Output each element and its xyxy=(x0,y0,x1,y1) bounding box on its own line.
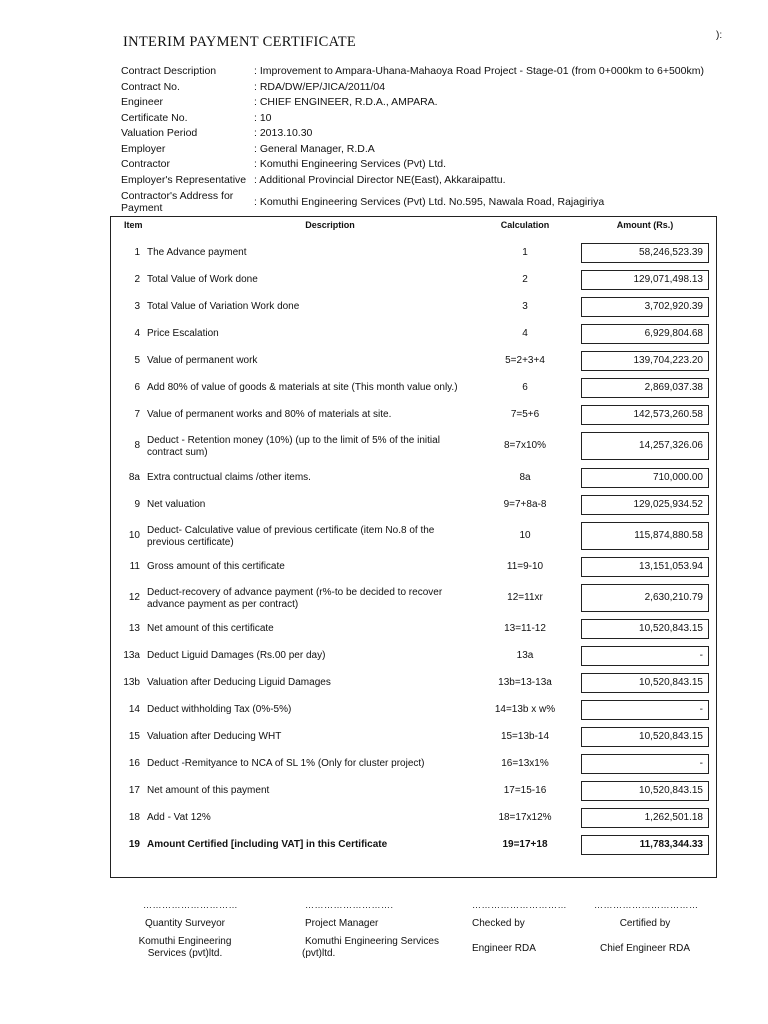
row-amount: 129,025,934.52 xyxy=(581,495,709,515)
pm-title: Project Manager xyxy=(305,918,379,929)
row-calculation: 15=13b-14 xyxy=(500,731,550,742)
signature-line-checked: ………………………… xyxy=(472,900,567,910)
row-amount: 3,702,920.39 xyxy=(581,297,709,317)
header-label: Contract No. xyxy=(121,80,180,93)
row-amount: 10,520,843.15 xyxy=(581,673,709,693)
row-description: Price Escalation xyxy=(147,328,219,339)
row-description: Extra contructual claims /other items. xyxy=(147,472,311,483)
row-item-number: 18 xyxy=(128,812,140,823)
header-label: Contractor xyxy=(121,158,171,170)
row-item-number: 19 xyxy=(128,839,140,850)
row-calculation: 18=17x12% xyxy=(498,812,552,823)
row-amount: 2,869,037.38 xyxy=(581,378,709,398)
row-item-number: 7 xyxy=(134,409,140,420)
row-description: Net amount of this payment xyxy=(147,785,270,796)
header-value: : Additional Provincial Director NE(East), Akkaraipattu. xyxy=(254,173,506,186)
row-amount: 14,257,326.06 xyxy=(581,432,709,460)
row-amount: 142,573,260.58 xyxy=(581,405,709,425)
row-amount: 710,000.00 xyxy=(581,468,709,488)
header-row xyxy=(121,157,731,173)
row-calculation: 13b=13-13a xyxy=(498,677,552,688)
header-value: : 2013.10.30 xyxy=(254,127,313,139)
row-item-number: 3 xyxy=(134,301,140,312)
col-header-amount: Amount (Rs.) xyxy=(616,220,674,230)
row-amount: 58,246,523.39 xyxy=(581,243,709,263)
header-label: Employer xyxy=(121,142,166,155)
col-header-item: Item xyxy=(124,220,143,230)
header-row xyxy=(121,188,731,216)
row-description: Valuation after Deducing WHT xyxy=(147,731,282,742)
pm-organization xyxy=(302,936,439,960)
row-item-number: 1 xyxy=(134,247,140,258)
row-description: Valuation after Deducing Liguid Damages xyxy=(147,677,331,688)
row-calculation: 13=11-12 xyxy=(504,623,546,634)
row-calculation: 8=7x10% xyxy=(504,440,546,451)
qs-org-line2: Services (pvt)ltd. xyxy=(147,948,223,959)
row-item-number: 15 xyxy=(128,731,140,742)
row-description: Amount Certified [including VAT] in this Certificate xyxy=(147,839,388,850)
row-calculation: 16=13x1% xyxy=(501,758,549,769)
row-description: Value of permanent works and 80% of materials at site. xyxy=(147,409,392,420)
row-description: Total Value of Variation Work done xyxy=(147,301,300,312)
certified-organization: Chief Engineer RDA xyxy=(599,943,691,954)
row-calculation: 3 xyxy=(522,301,528,312)
row-item-number: 4 xyxy=(134,328,140,339)
header-value: : RDA/DW/EP/JICA/2011/04 xyxy=(254,80,386,93)
header-label: Contract Description xyxy=(121,65,217,77)
row-amount: 10,520,843.15 xyxy=(581,781,709,801)
row-description: Deduct Liguid Damages (Rs.00 per day) xyxy=(147,650,326,661)
header-row xyxy=(121,95,731,111)
row-item-number: 17 xyxy=(128,785,140,796)
row-calculation: 7=5+6 xyxy=(510,409,540,420)
row-item-number: 10 xyxy=(128,530,140,541)
row-calculation: 4 xyxy=(522,328,528,339)
row-calculation: 10 xyxy=(519,530,531,541)
header-row xyxy=(121,64,731,80)
row-item-number: 5 xyxy=(134,355,140,366)
header-label: Contractor's Address for Payment xyxy=(121,190,234,214)
signature-line-pm: ………………………. xyxy=(305,900,394,910)
row-item-number: 8a xyxy=(128,472,140,483)
header-value: : CHIEF ENGINEER, R.D.A., AMPARA. xyxy=(254,96,438,108)
row-amount: 6,929,804.68 xyxy=(581,324,709,344)
certified-title: Certified by xyxy=(619,918,671,929)
row-amount: 10,520,843.15 xyxy=(581,727,709,747)
row-amount: 1,262,501.18 xyxy=(581,808,709,828)
row-description: Deduct -Remityance to NCA of SL 1% (Only for cluster project) xyxy=(147,758,425,769)
row-item-number: 13 xyxy=(128,623,140,634)
qs-org-line1: Komuthi Engineering xyxy=(138,936,232,947)
header-value: : Komuthi Engineering Services (Pvt) Ltd. xyxy=(254,158,447,170)
header-value: : Komuthi Engineering Services (Pvt) Ltd. No.595, Nawala Road, Rajagiriya xyxy=(254,196,605,208)
contract-details xyxy=(121,64,731,216)
signature-line-certified: …………………………… xyxy=(594,900,699,910)
col-header-description: Description xyxy=(305,220,355,230)
row-calculation: 11=9-10 xyxy=(506,561,544,572)
row-calculation: 6 xyxy=(522,382,528,393)
header-row xyxy=(121,173,731,189)
row-amount: 11,783,344.33 xyxy=(581,835,709,855)
page-edge-mark: ): xyxy=(716,30,723,41)
signature-line-qs: ………………………… xyxy=(143,900,238,910)
row-amount: 2,630,210.79 xyxy=(581,584,709,612)
document-title: INTERIM PAYMENT CERTIFICATE xyxy=(123,34,357,50)
pm-org-line2: (pvt)ltd. xyxy=(302,948,336,959)
header-label: Certificate No. xyxy=(121,111,188,124)
row-amount: 129,071,498.13 xyxy=(581,270,709,290)
row-calculation: 17=15-16 xyxy=(503,785,547,796)
row-calculation: 2 xyxy=(522,274,528,285)
row-description: Net amount of this certificate xyxy=(147,623,274,634)
row-item-number: 9 xyxy=(134,499,140,510)
row-amount: 10,520,843.15 xyxy=(581,619,709,639)
row-amount: - xyxy=(581,754,709,774)
row-amount: - xyxy=(581,700,709,720)
row-description: Net valuation xyxy=(147,499,206,510)
row-item-number: 14 xyxy=(128,704,140,715)
row-item-number: 2 xyxy=(134,274,140,285)
row-calculation: 9=7+8a-8 xyxy=(503,499,547,510)
row-item-number: 11 xyxy=(129,561,140,572)
row-description: Deduct - Retention money (10%) (up to the limit of 5% of the initial contract sum) xyxy=(147,435,440,458)
header-label: Employer's Representative xyxy=(121,173,247,186)
row-amount: 115,874,880.58 xyxy=(581,522,709,550)
row-calculation: 19=17+18 xyxy=(502,839,548,850)
header-row xyxy=(121,111,731,127)
row-item-number: 13a xyxy=(123,650,140,661)
checked-organization: Engineer RDA xyxy=(472,943,536,954)
header-row xyxy=(121,126,731,142)
row-amount: 139,704,223.20 xyxy=(581,351,709,371)
row-description: Total Value of Work done xyxy=(147,274,258,285)
col-header-calculation: Calculation xyxy=(500,220,550,230)
row-calculation: 12=11xr xyxy=(507,592,543,603)
row-amount: - xyxy=(581,646,709,666)
qs-title: Quantity Surveyor xyxy=(144,918,226,929)
pm-org-line1: Komuthi Engineering Services xyxy=(305,936,439,947)
header-value: : 10 xyxy=(254,111,272,124)
row-item-number: 6 xyxy=(134,382,140,393)
row-item-number: 12 xyxy=(128,592,140,603)
row-calculation: 5=2+3+4 xyxy=(505,355,545,366)
header-value: : Improvement to Ampara-Uhana-Mahaoya Road Project - Stage-01 (from 0+000km to 6+500km) xyxy=(254,65,704,77)
header-label: Valuation Period xyxy=(121,127,198,139)
row-calculation: 1 xyxy=(522,247,528,258)
header-value: : General Manager, R.D.A xyxy=(254,142,375,155)
row-calculation: 13a xyxy=(516,650,534,661)
header-label: Engineer xyxy=(121,96,164,108)
header-row xyxy=(121,142,731,158)
row-description: Deduct withholding Tax (0%-5%) xyxy=(147,704,292,715)
header-row xyxy=(121,80,731,96)
row-description: Deduct-recovery of advance payment (r%-to be decided to recover advance payment as per contract) xyxy=(147,587,443,610)
row-item-number: 8 xyxy=(134,440,140,451)
row-description: Add 80% of value of goods & materials at site (This month value only.) xyxy=(147,382,458,393)
row-description: The Advance payment xyxy=(147,247,247,258)
row-description: Add - Vat 12% xyxy=(147,812,211,823)
row-description: Value of permanent work xyxy=(147,355,258,366)
row-calculation: 8a xyxy=(519,472,531,483)
row-calculation: 14=13b x w% xyxy=(494,704,556,715)
row-description: Deduct- Calculative value of previous certificate (item No.8 of the previous certificate) xyxy=(147,525,435,548)
qs-organization xyxy=(125,936,245,960)
row-amount: 13,151,053.94 xyxy=(581,557,709,577)
checked-title: Checked by xyxy=(472,918,525,929)
row-description: Gross amount of this certificate xyxy=(147,561,285,572)
row-item-number: 13b xyxy=(123,677,140,688)
row-item-number: 16 xyxy=(128,758,140,769)
